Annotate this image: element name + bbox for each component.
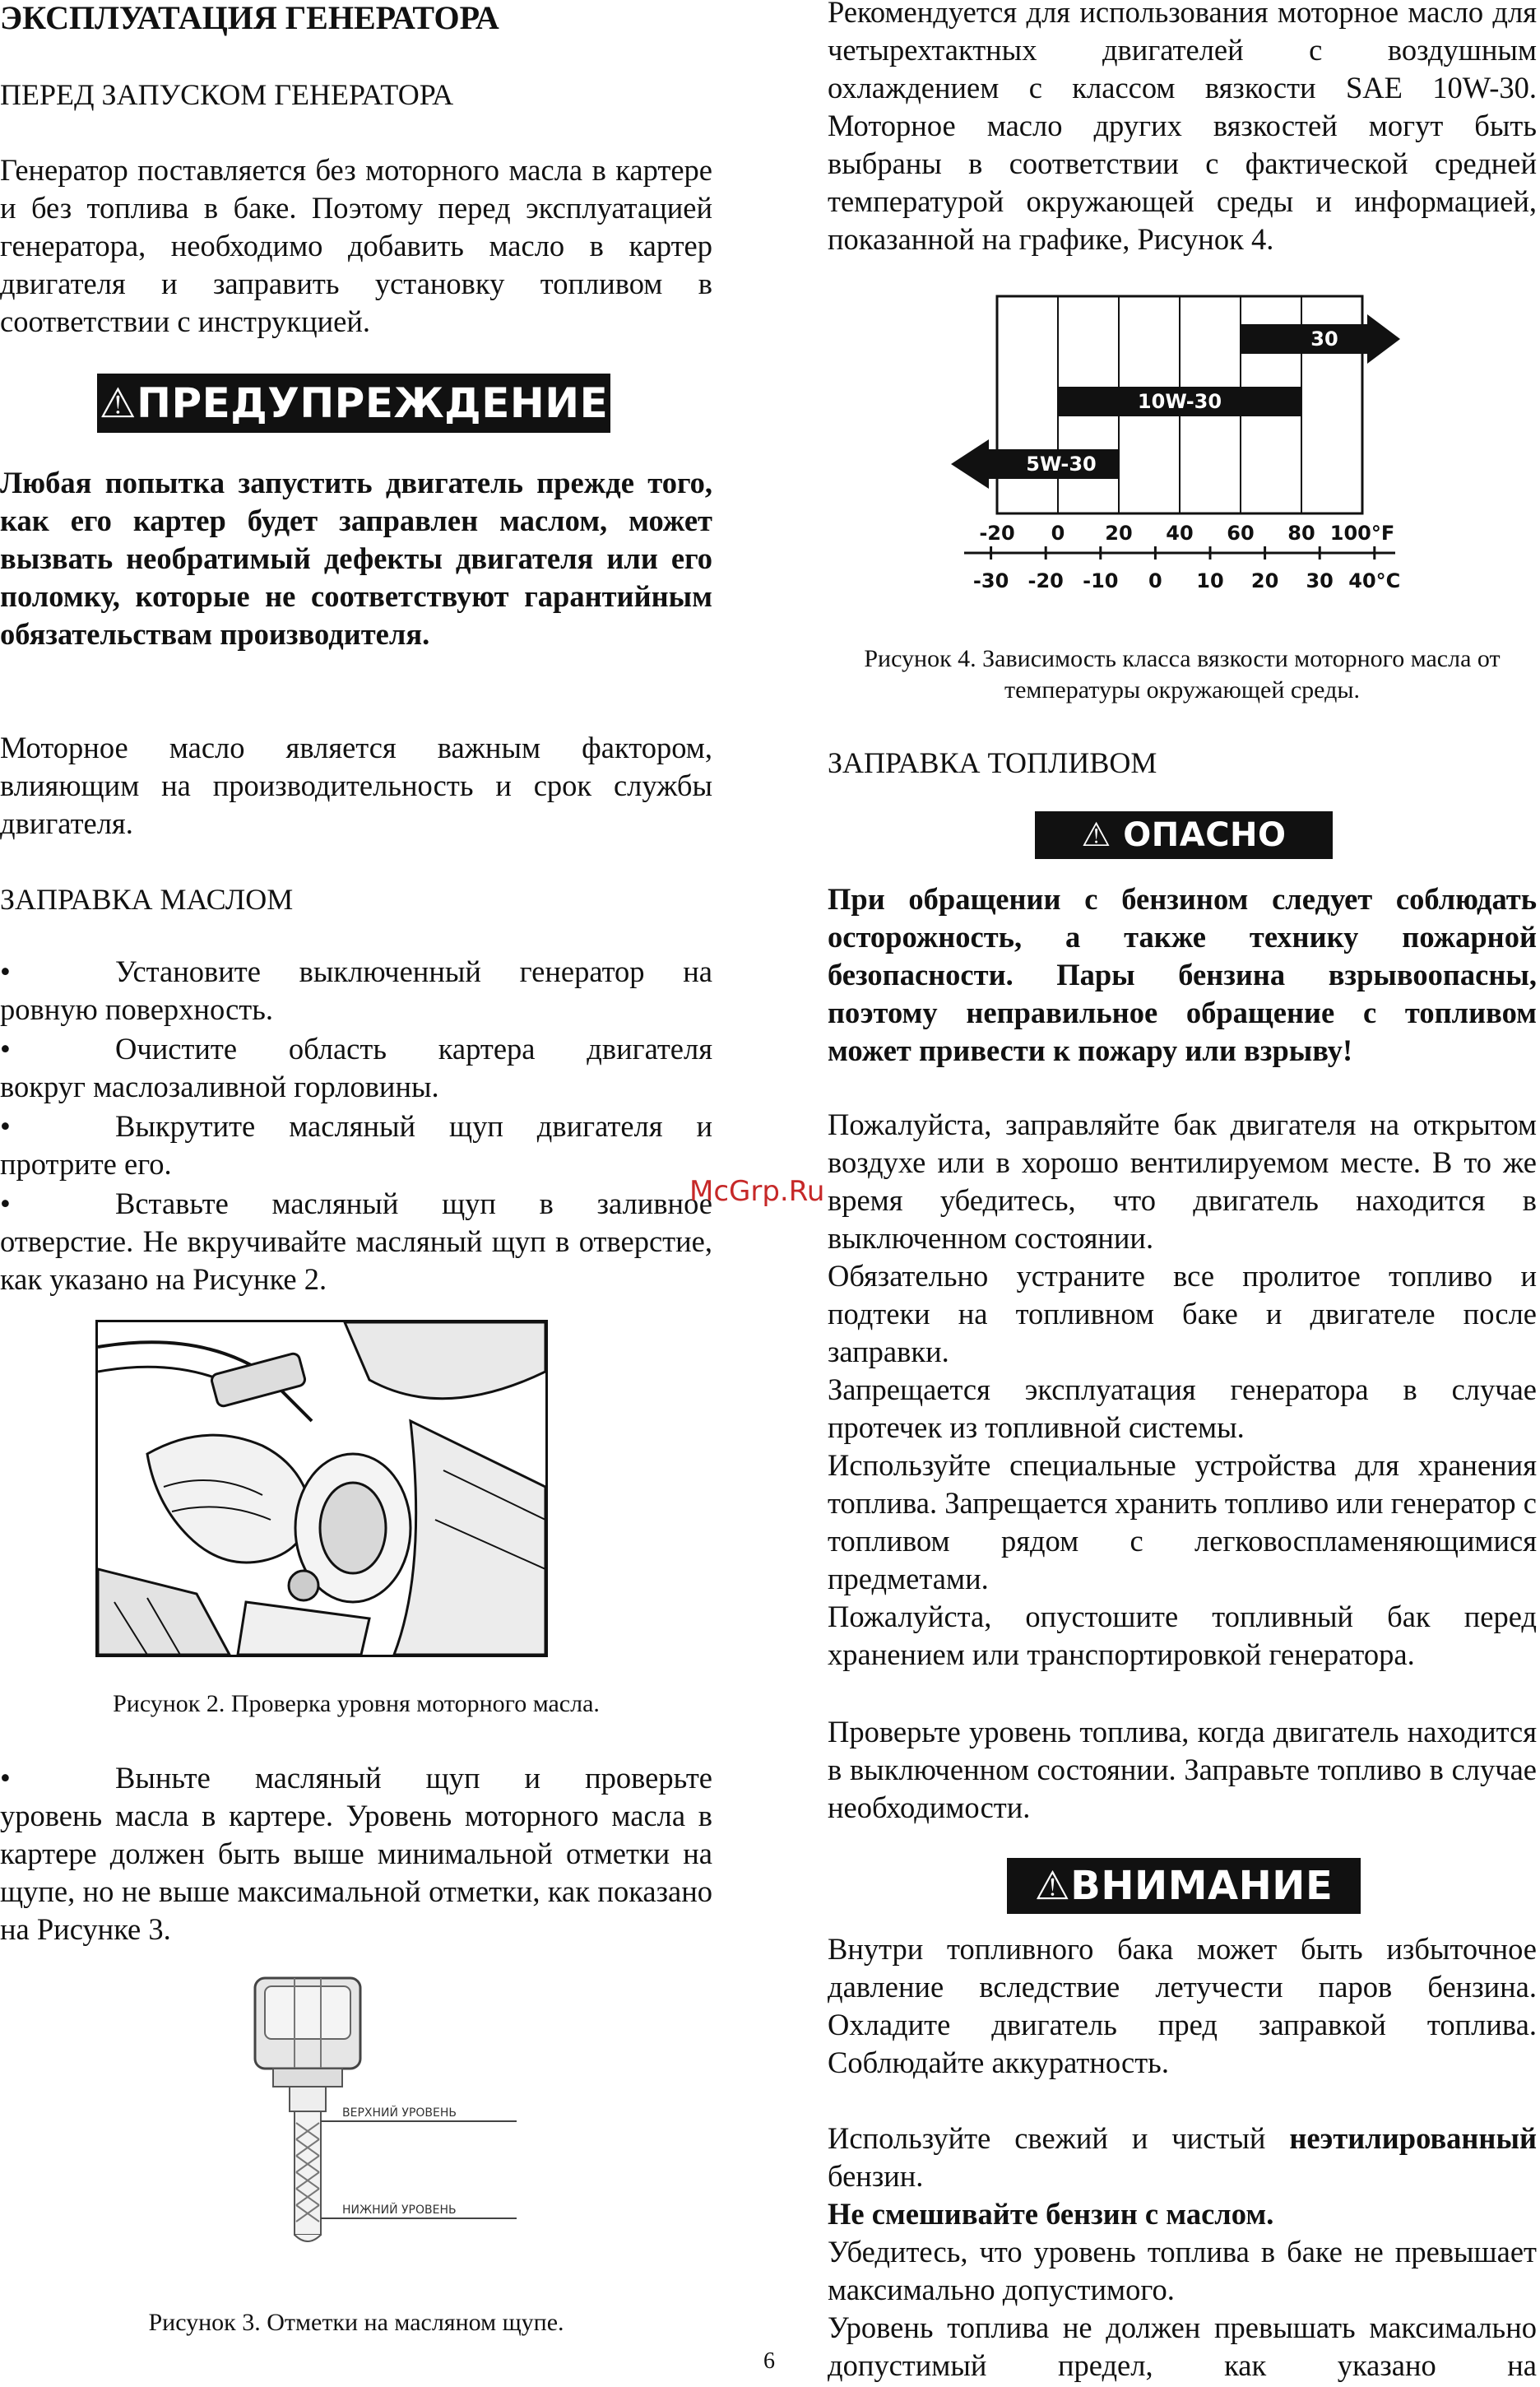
figure-4-caption: Рисунок 4. Зависимость класса вязкости моторного масла от температуры окружающей среды.	[864, 645, 1501, 704]
attention-text: Внутри топливного бака может быть избыточное давление вследствие летучести паров бензина. Охладите двигатель пред заправкой топлива. Соблюдайте аккуратность.	[828, 1932, 1537, 2079]
fuel-paragraph: Пожалуйста, заправляйте бак двигателя на открытом воздухе или в хорошо вентилируемом месте. В то же время убедитесь, что двигатель находится в выключенном состоянии.	[828, 1108, 1537, 1255]
list-item: • Вставьте масляный щуп в заливное отверстие. Не вкручивайте масляный щуп в отверстие, как указано на Рисунке 2.	[0, 1187, 712, 1296]
oil-steps-list	[0, 953, 712, 1298]
list-item: • Выкрутите масляный щуп двигателя и протрите его.	[0, 1109, 712, 1181]
fahrenheit-tick-label: -20	[979, 522, 1015, 545]
check-level-paragraph: Проверьте уровень топлива, когда двигатель находится в выключенном состоянии. Заправьте топливо в случае необходимости.	[828, 1715, 1537, 1824]
celsius-tick-label: 0	[1148, 569, 1162, 592]
dipstick-insertion-illustration	[98, 1322, 545, 1655]
fuel-paragraph: Используйте специальные устройства для хранения топлива. Запрещается хранить топливо или генератор с топливом рядом с легковоспламеняющимися предметами.	[828, 1448, 1537, 1595]
level-max-paragraph: Убедитесь, что уровень топлива в баке не превышает максимально допустимого.	[828, 2235, 1537, 2306]
fahrenheit-tick-label: 100°F	[1329, 522, 1395, 545]
upper-level-label: ВЕРХНИЙ УРОВЕНЬ	[342, 2106, 457, 2120]
celsius-tick-label: -10	[1083, 569, 1119, 592]
fahrenheit-tick-label: 0	[1051, 522, 1065, 545]
celsius-tick-label: 40°C	[1348, 569, 1401, 592]
danger-banner: ⚠ ОПАСНО	[1035, 811, 1333, 859]
page-number: 6	[763, 2348, 775, 2374]
chart-bar-label: 30	[1310, 327, 1338, 351]
list-item: • Установите выключенный генератор на ровную поверхность.	[0, 954, 712, 1026]
oil-recommendation-paragraph: Рекомендуется для использования моторное масло для четырехтактных двигателей с воздушным охлаждением с классом вязкости SAE 10W-30. Моторное масло других вязкостей могут быть выбраны в соответствии с фактической средней температурой окружающей среды и информацией, показанной на графике, Рисунок 4.	[828, 0, 1537, 256]
section-heading-oil: ЗАПРАВКА МАСЛОМ	[0, 883, 294, 916]
section-heading-before-start: ПЕРЕД ЗАПУСКОМ ГЕНЕРАТОРА	[0, 78, 454, 111]
list-item: • Выньте масляный щуп и проверьте уровень масла в картере. Уровень моторного масла в картере должен быть выше минимальной отметки на щупе, но не выше максимальной отметки, как показано на Рисунке 3.	[0, 1761, 712, 1946]
chart-bar-label: 5W-30	[1026, 453, 1097, 476]
celsius-tick-label: 30	[1306, 569, 1334, 592]
attention-banner: ⚠ВНИМАНИЕ	[1007, 1858, 1361, 1914]
figure-4-viscosity-chart	[943, 291, 1436, 612]
fuel-paragraph: Обязательно устраните все пролитое топливо и подтеки на топливном баке и двигателе после заправки.	[828, 1259, 1537, 1368]
fahrenheit-tick-label: 80	[1287, 522, 1315, 545]
celsius-tick-label: -30	[972, 569, 1009, 592]
fuel-instructions	[828, 1106, 1537, 1674]
fuel-paragraph: Пожалуйста, опустошите топливный бак перед хранением или транспортировкой генератора.	[828, 1600, 1537, 1671]
fahrenheit-tick-label: 60	[1227, 522, 1255, 545]
section-heading-fuel: ЗАПРАВКА ТОПЛИВОМ	[828, 746, 1157, 779]
lower-level-label: НИЖНИЙ УРОВЕНЬ	[342, 2204, 457, 2217]
figure-2-dipstick-photo	[95, 1320, 548, 1657]
intro-paragraph: Генератор поставляется без моторного масла в картере и без топлива в баке. Поэтому перед эксплуатацией генератора, необходимо добавить масло в картер двигателя и заправить установку топливом в соответствии с инструкцией.	[0, 153, 712, 338]
celsius-tick-label: 10	[1196, 569, 1224, 592]
page-title: ЭКСПЛУАТАЦИЯ ГЕНЕРАТОРА	[0, 0, 499, 36]
warning-text: Любая попытка запустить двигатель прежде того, как его картер будет заправлен маслом, может вызвать необратимый дефекты двигателя или его поломку, которые не соответствуют гарантийным обязательствам производителя.	[0, 466, 712, 651]
celsius-tick-label: 20	[1250, 569, 1279, 592]
oil-factor-paragraph: Моторное масло является важным фактором, влияющим на производительность и срок службы двигателя.	[0, 731, 712, 840]
chart-bar-label: 10W-30	[1137, 390, 1222, 413]
warning-banner: ⚠ПРЕДУПРЕЖДЕНИЕ	[97, 374, 610, 433]
list-item: • Очистите область картера двигателя вокруг маслозаливной горловины.	[0, 1032, 712, 1103]
level-limit-paragraph: Уровень топлива не должен превышать максимально допустимый предел, как указано на	[828, 2310, 1537, 2382]
celsius-tick-label: -20	[1027, 569, 1064, 592]
watermark: McGrp.Ru	[689, 1175, 825, 1208]
figure-3-dipstick-marks	[247, 1975, 518, 2246]
figure-3-caption: Рисунок 3. Отметки на масляном щупе.	[148, 2309, 564, 2336]
danger-text: При обращении с бензином следует соблюдать осторожность, а также технику пожарной безопасности. Пары бензина взрывоопасны, поэтому неправильное обращение с топливом может привести к пожару или взрыву!	[828, 882, 1537, 1067]
fresh-fuel-paragraph: Используйте свежий и чистый неэтилированный бензин.	[828, 2121, 1537, 2193]
no-mix-warning: Не смешивайте бензин с маслом.	[828, 2197, 1274, 2231]
fuel-paragraph: Запрещается эксплуатация генератора в случае протечек из топливной системы.	[828, 1372, 1537, 1444]
fahrenheit-tick-label: 20	[1105, 522, 1133, 545]
fahrenheit-tick-label: 40	[1166, 522, 1194, 545]
figure-2-caption: Рисунок 2. Проверка уровня моторного масла.	[113, 1690, 600, 1717]
viscosity-chart-svg	[943, 291, 1436, 612]
